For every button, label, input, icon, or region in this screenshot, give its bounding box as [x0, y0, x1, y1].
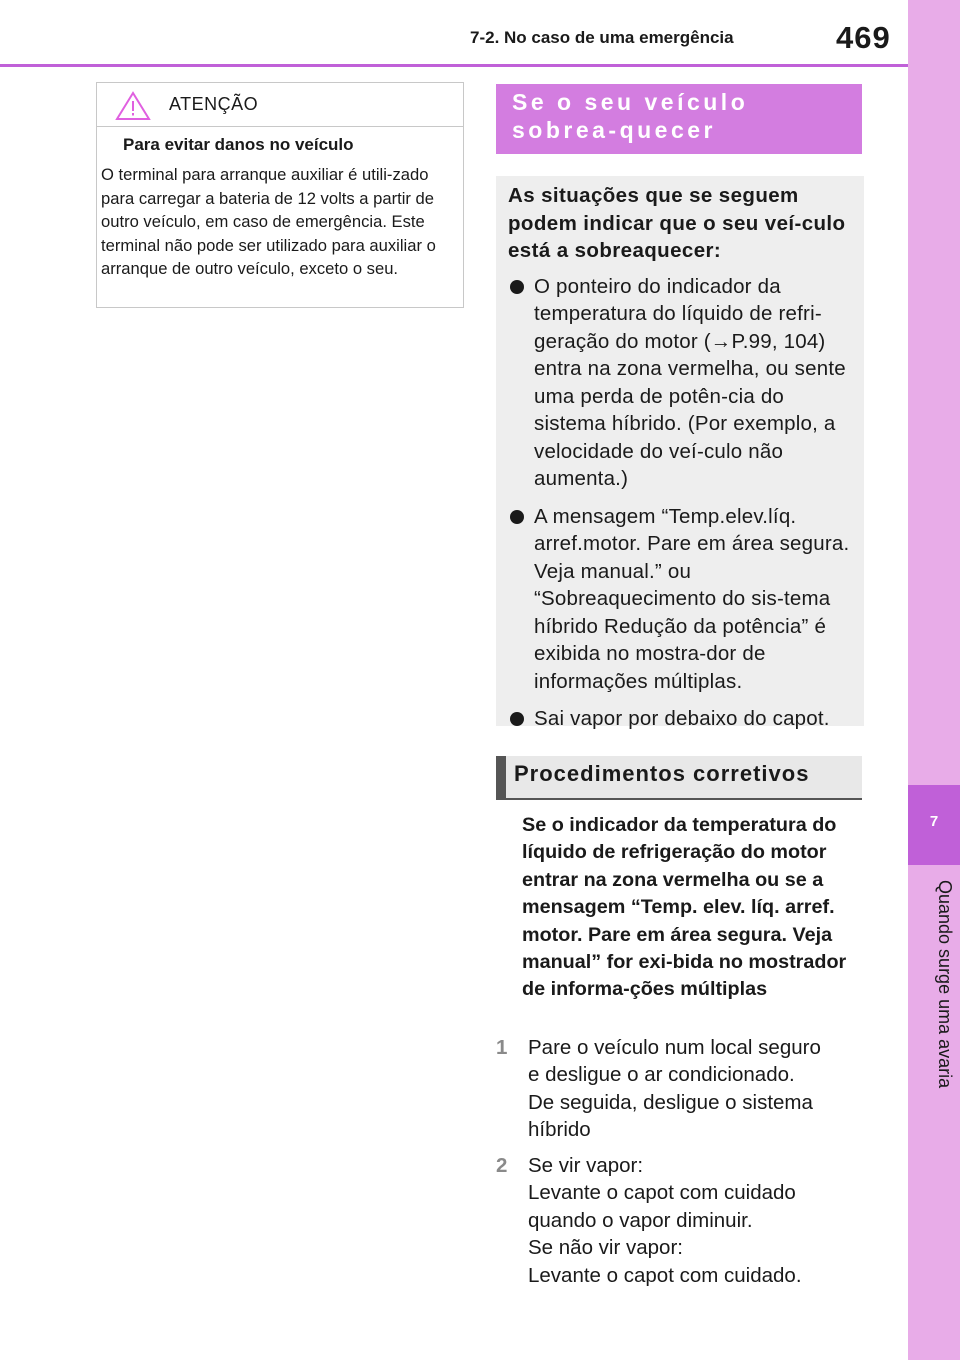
procedures-condition: Se o indicador da temperatura do líquido de refrigeração do motor entrar na zona vermelha ou se a mensagem “Temp. elev. líq. arref. motor. Pare em área segura. Veja manual” for exi-bida no mostrador de informa-ções múltiplas: [522, 814, 847, 1001]
warning-body: O terminal para arranque auxiliar é utili-zado para carregar a bateria de 12 volts a partir de outro veículo, em caso de emergência. Este terminal não pode ser utilizado para auxiliar o arranque de outro veículo, exceto o seu.: [101, 165, 436, 279]
step-line: Pare o veículo num local seguro: [528, 1036, 821, 1059]
step-line: Levante o capot com cuidado: [528, 1181, 796, 1205]
list-item: [508, 705, 850, 733]
overheat-section-header: [496, 84, 862, 154]
step-number: 1: [496, 1036, 508, 1059]
step-line: De seguida, desligue o sistema: [528, 1090, 813, 1114]
warning-header: [97, 83, 463, 127]
list-item-text: A mensagem “Temp.elev.líq. arref.motor. Pare em área segura. Veja manual.” ou “Sobreaquecimento do sis-tema híbrido Redução da potência” é exibida no mostra-dor de informações múltiplas.: [534, 504, 850, 693]
bullet-icon: [510, 510, 524, 524]
section-title: 7-2. No caso de uma emergência: [470, 28, 734, 47]
list-item-text: Sai vapor por debaixo do capot.: [534, 707, 830, 730]
page-number: 469: [836, 20, 891, 55]
bullet-icon: [510, 712, 524, 726]
overheat-section-title: Se o seu veículo sobrea-quecer: [512, 89, 749, 143]
warning-subtitle: Para evitar danos no veículo: [123, 135, 354, 154]
chapter-number: 7: [908, 785, 960, 865]
header-rule: [0, 64, 908, 67]
chapter-side-tab: [908, 0, 960, 1360]
overheat-symptom-list: [508, 273, 850, 733]
step-line: quando o vapor diminuir.: [528, 1208, 753, 1232]
list-item: [508, 273, 850, 493]
warning-label: ATENÇÃO: [169, 94, 259, 114]
list-item-text: O ponteiro do indicador da temperatura do líquido de refri-geração do motor (→P.99, 104) entra na zona vermelha, ou sente uma perda de potên-cia do sistema híbrido. (Por exemplo, a velocidade do veí-culo não aumenta.): [534, 274, 846, 490]
step-text: [528, 1034, 862, 1144]
warning-box: [96, 82, 464, 308]
overheat-symptoms-box: [496, 176, 864, 730]
step-line: Se vir vapor:: [528, 1154, 644, 1177]
overheat-intro: As situações que se seguem podem indicar que o seu veí-culo está a sobreaquecer:: [508, 184, 846, 262]
list-item: [508, 503, 850, 696]
procedures-section-title: Procedimentos corretivos: [514, 761, 810, 786]
warning-triangle-icon: [115, 91, 151, 121]
step-number: 2: [496, 1154, 508, 1177]
procedures-section-header: [496, 756, 862, 800]
chapter-title: Quando surge uma avaria: [935, 880, 955, 1089]
bullet-icon: [510, 280, 524, 294]
step-line: híbrido: [528, 1118, 591, 1142]
step-line: e desligue o ar condicionado.: [528, 1063, 795, 1087]
step-line: Levante o capot com cuidado.: [528, 1263, 802, 1287]
step-text: [528, 1152, 862, 1289]
step-line: Se não vir vapor:: [528, 1236, 683, 1260]
